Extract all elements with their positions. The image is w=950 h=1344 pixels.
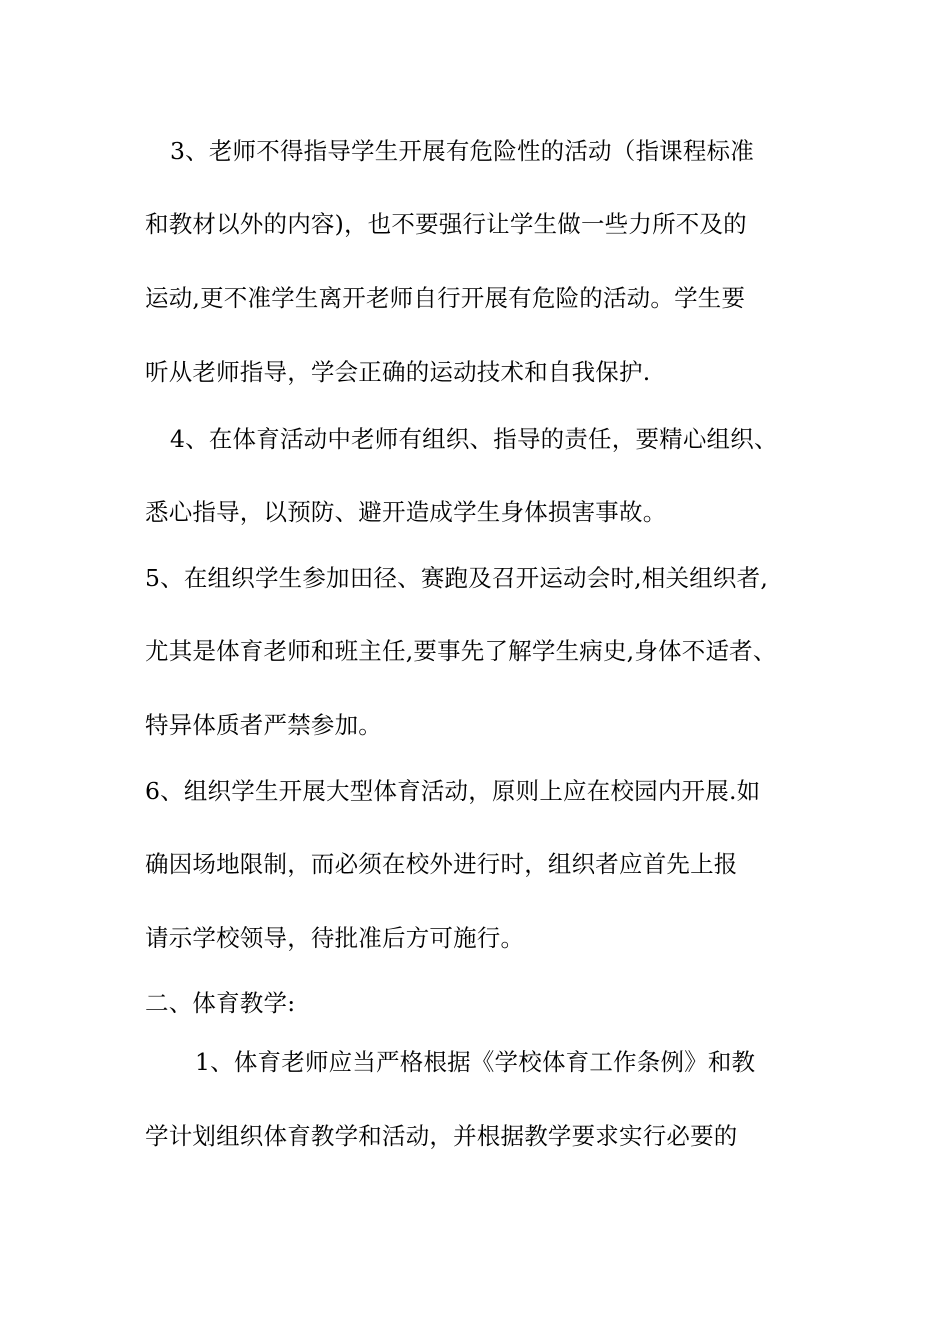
paragraph-3-line-1: 3、老师不得指导学生开展有危险性的活动（指课程标准 (170, 137, 754, 165)
section-heading-physical-education-teaching: 二、体育教学: (145, 989, 296, 1017)
paragraph-5-line-1: 5、在组织学生参加田径、赛跑及召开运动会时,相关组织者, (145, 564, 768, 592)
paragraph-6-line-2: 确因场地限制，而必须在校外进行时，组织者应首先上报 (145, 850, 738, 878)
paragraph-5-line-2: 尤其是体育老师和班主任,要事先了解学生病史,身体不适者、 (145, 637, 777, 665)
paragraph-4-line-1: 4、在体育活动中老师有组织、指导的责任，要精心组织、 (170, 425, 778, 453)
paragraph-4-line-2: 悉心指导，以预防、避开造成学生身体损害事故。 (145, 498, 667, 526)
section-item-1-line-1: 1、体育老师应当严格根据《学校体育工作条例》和教 (195, 1048, 756, 1076)
paragraph-6-line-1: 6、组织学生开展大型体育活动，原则上应在校园内开展.如 (145, 777, 761, 805)
paragraph-3-line-4: 听从老师指导，学会正确的运动技术和自我保护. (145, 358, 651, 386)
paragraph-3-line-2: 和教材以外的内容)，也不要强行让学生做一些力所不及的 (145, 210, 747, 238)
section-item-1-line-2: 学计划组织体育教学和活动，并根据教学要求实行必要的 (145, 1122, 738, 1150)
paragraph-6-line-3: 请示学校领导，待批准后方可施行。 (145, 924, 525, 952)
paragraph-3-line-3: 运动,更不准学生离开老师自行开展有危险的活动。学生要 (145, 284, 746, 312)
paragraph-5-line-3: 特异体质者严禁参加。 (145, 711, 382, 739)
